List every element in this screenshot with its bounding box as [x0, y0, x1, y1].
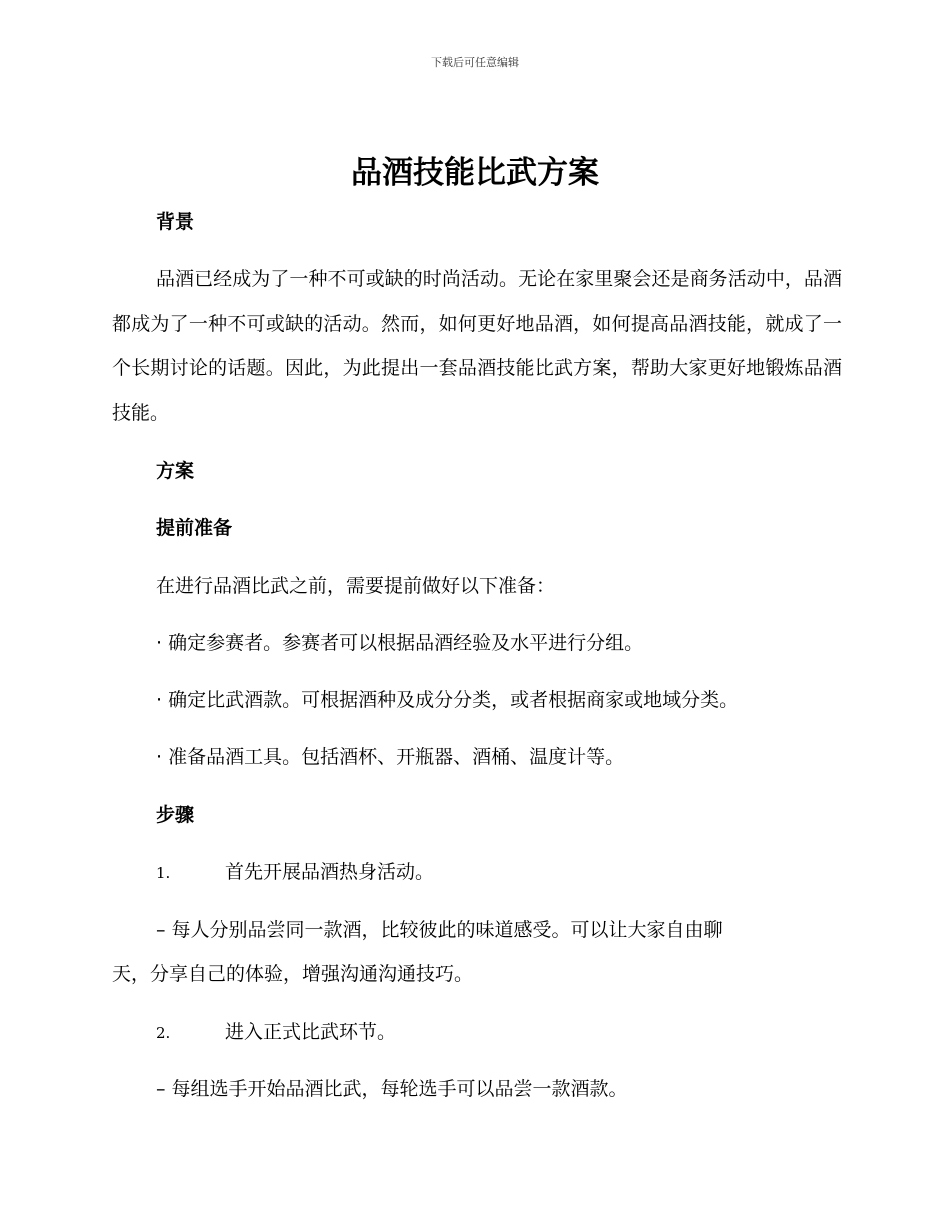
subheading-steps: 步骤	[156, 804, 195, 826]
header-note: 下载后可任意编辑	[431, 56, 519, 69]
preparation-intro: 在进行品酒比武之前，需要提前做好以下准备：	[156, 575, 556, 597]
step-detail-line: – 每人分别品尝同一款酒，比较彼此的味道感受。可以让大家自由聊	[156, 919, 723, 941]
section-heading-background: 背景	[156, 211, 195, 233]
section-heading-plan: 方案	[156, 460, 195, 482]
step-title: 进入正式比武环节。	[225, 1021, 397, 1043]
step-title: 首先开展品酒热身活动。	[225, 861, 435, 883]
prep-list-item: · 确定参赛者。参赛者可以根据品酒经验及水平进行分组。	[156, 632, 644, 654]
document-title: 品酒技能比武方案	[351, 155, 599, 191]
step-detail-line: – 每组选手开始品酒比武，每轮选手可以品尝一款酒款。	[156, 1078, 628, 1100]
step-detail-line: 天，分享自己的体验，增强沟通沟通技巧。	[112, 963, 474, 985]
prep-list-item: · 确定比武酒款。可根据酒种及成分分类，或者根据商家或地域分类。	[156, 689, 739, 711]
prep-list-item: · 准备品酒工具。包括酒杯、开瓶器、酒桶、温度计等。	[156, 746, 625, 768]
step-number: 1.	[156, 864, 171, 882]
step-number: 2.	[156, 1024, 171, 1042]
subheading-preparation: 提前准备	[156, 517, 233, 539]
background-paragraph: 品酒已经成为了一种不可或缺的时尚活动。无论在家里聚会还是商务活动中，品酒都成为了一种不可或缺的活动。然而，如何更好地品酒，如何提高品酒技能，就成了一个长期讨论的话题。因此，为此提出一套品酒技能比武方案，帮助大家更好地锻炼品酒技能。	[112, 268, 842, 424]
